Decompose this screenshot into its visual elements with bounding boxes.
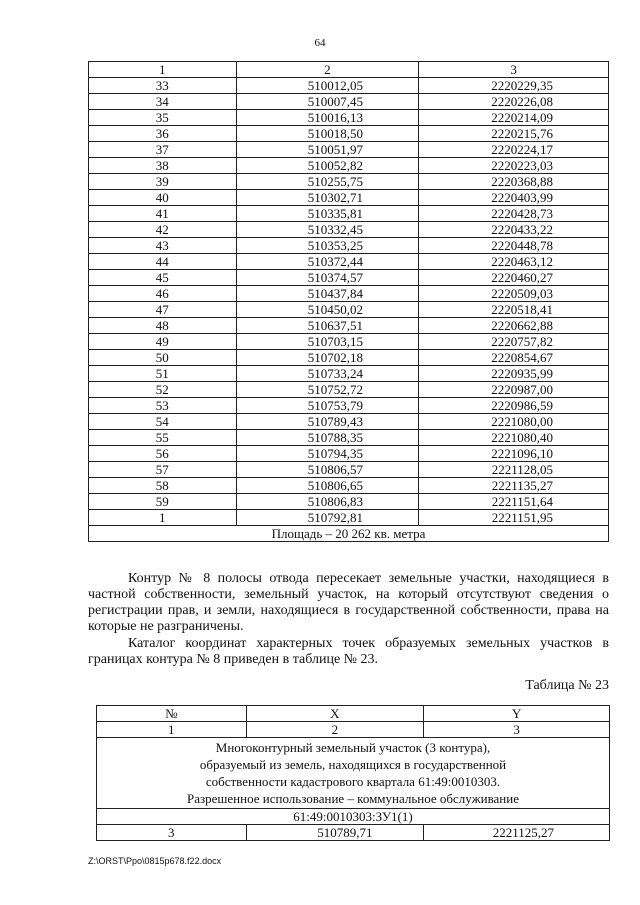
x-coordinate: 510018,50 xyxy=(236,126,419,142)
table-row xyxy=(89,222,609,238)
point-number: 42 xyxy=(89,222,237,238)
x-coordinate: 510702,18 xyxy=(236,350,419,366)
y-coordinate: 2220987,00 xyxy=(419,382,609,398)
area-row xyxy=(89,526,609,542)
point-number: 56 xyxy=(89,446,237,462)
y-coordinate: 2221125,27 xyxy=(424,825,610,841)
point-number: 59 xyxy=(89,494,237,510)
y-coordinate: 2220986,59 xyxy=(419,398,609,414)
table-header-row xyxy=(97,706,610,722)
y-coordinate: 2221096,10 xyxy=(419,446,609,462)
point-number: 1 xyxy=(89,510,237,526)
y-coordinate: 2220935,99 xyxy=(419,366,609,382)
header-cell: 1 xyxy=(89,62,237,78)
y-coordinate: 2221080,40 xyxy=(419,430,609,446)
area-total: Площадь – 20 262 кв. метра xyxy=(89,526,609,542)
point-number: 37 xyxy=(89,142,237,158)
paragraph-text: Каталог координат характерных точек образуемых земельных участков в границах контура № 8 приведен в таблице № 23. xyxy=(88,636,609,667)
table-header-row xyxy=(89,62,609,78)
table-row xyxy=(89,142,609,158)
y-coordinate: 2220223,03 xyxy=(419,158,609,174)
x-coordinate: 510302,71 xyxy=(236,190,419,206)
x-coordinate: 510788,35 xyxy=(236,430,419,446)
table-row xyxy=(89,254,609,270)
point-number: 50 xyxy=(89,350,237,366)
x-coordinate: 510794,35 xyxy=(236,446,419,462)
x-coordinate: 510007,45 xyxy=(236,94,419,110)
table-row xyxy=(89,510,609,526)
column-number: 3 xyxy=(424,722,610,738)
table-row xyxy=(89,174,609,190)
table-row xyxy=(89,286,609,302)
point-number: 3 xyxy=(97,825,247,841)
table-row xyxy=(97,825,610,841)
y-coordinate: 2221080,00 xyxy=(419,414,609,430)
y-coordinate: 2220433,22 xyxy=(419,222,609,238)
point-number: 44 xyxy=(89,254,237,270)
point-number: 54 xyxy=(89,414,237,430)
y-coordinate: 2220757,82 xyxy=(419,334,609,350)
x-coordinate: 510733,24 xyxy=(236,366,419,382)
x-coordinate: 510255,75 xyxy=(236,174,419,190)
point-number: 33 xyxy=(89,78,237,94)
y-coordinate: 2220428,73 xyxy=(419,206,609,222)
column-number-row xyxy=(97,722,610,738)
point-number: 46 xyxy=(89,286,237,302)
y-coordinate: 2220403,99 xyxy=(419,190,609,206)
x-coordinate: 510752,72 xyxy=(236,382,419,398)
table-row xyxy=(89,446,609,462)
table-row xyxy=(89,462,609,478)
point-number: 52 xyxy=(89,382,237,398)
y-coordinate: 2220460,27 xyxy=(419,270,609,286)
x-coordinate: 510374,57 xyxy=(236,270,419,286)
y-coordinate: 2220368,88 xyxy=(419,174,609,190)
x-coordinate: 510450,02 xyxy=(236,302,419,318)
y-coordinate: 2220518,41 xyxy=(419,302,609,318)
table-row xyxy=(89,190,609,206)
x-coordinate: 510792,81 xyxy=(236,510,419,526)
header-cell: Y xyxy=(424,706,610,722)
table-row xyxy=(89,382,609,398)
description-line: Многоконтурный земельный участок (3 контура), xyxy=(215,740,491,755)
header-cell: 3 xyxy=(419,62,609,78)
x-coordinate: 510012,05 xyxy=(236,78,419,94)
table-row xyxy=(89,478,609,494)
paragraph-catalog xyxy=(88,636,609,668)
table-row xyxy=(89,270,609,286)
table-row xyxy=(89,414,609,430)
point-number: 40 xyxy=(89,190,237,206)
point-number: 35 xyxy=(89,110,237,126)
column-number: 1 xyxy=(97,722,247,738)
plot-id-row xyxy=(97,809,610,825)
point-number: 57 xyxy=(89,462,237,478)
description-line: образуемый из земель, находящихся в государственной xyxy=(199,757,507,772)
page-number: 64 xyxy=(314,37,326,49)
table-row xyxy=(89,110,609,126)
x-coordinate: 510806,83 xyxy=(236,494,419,510)
point-number: 49 xyxy=(89,334,237,350)
x-coordinate: 510332,45 xyxy=(236,222,419,238)
table-row xyxy=(89,350,609,366)
table-row xyxy=(89,494,609,510)
table-row xyxy=(89,126,609,142)
y-coordinate: 2220215,76 xyxy=(419,126,609,142)
table-row xyxy=(89,334,609,350)
x-coordinate: 510016,13 xyxy=(236,110,419,126)
x-coordinate: 510806,57 xyxy=(236,462,419,478)
point-number: 39 xyxy=(89,174,237,190)
y-coordinate: 2220448,78 xyxy=(419,238,609,254)
x-coordinate: 510353,25 xyxy=(236,238,419,254)
y-coordinate: 2220229,35 xyxy=(419,78,609,94)
x-coordinate: 510437,84 xyxy=(236,286,419,302)
y-coordinate: 2221151,95 xyxy=(419,510,609,526)
table-row xyxy=(89,318,609,334)
description-line: собственности кадастрового квартала 61:49:0010303. xyxy=(205,774,501,789)
point-number: 45 xyxy=(89,270,237,286)
point-number: 38 xyxy=(89,158,237,174)
y-coordinate: 2220224,17 xyxy=(419,142,609,158)
table-row xyxy=(89,398,609,414)
y-coordinate: 2220226,08 xyxy=(419,94,609,110)
table-row xyxy=(89,302,609,318)
table-row xyxy=(89,94,609,110)
coordinates-table xyxy=(88,61,609,542)
table-row xyxy=(89,238,609,254)
plot-description xyxy=(97,738,610,809)
header-cell: 2 xyxy=(236,62,419,78)
point-number: 51 xyxy=(89,366,237,382)
x-coordinate: 510806,65 xyxy=(236,478,419,494)
point-number: 58 xyxy=(89,478,237,494)
y-coordinate: 2221135,27 xyxy=(419,478,609,494)
x-coordinate: 510372,44 xyxy=(236,254,419,270)
file-path-footer: Z:\ORST\Ppo\0815p678.f22.docx xyxy=(88,856,222,866)
x-coordinate: 510052,82 xyxy=(236,158,419,174)
header-cell: X xyxy=(246,706,424,722)
y-coordinate: 2220509,03 xyxy=(419,286,609,302)
table-row xyxy=(89,158,609,174)
point-number: 47 xyxy=(89,302,237,318)
table-row xyxy=(89,366,609,382)
y-coordinate: 2220662,88 xyxy=(419,318,609,334)
point-number: 53 xyxy=(89,398,237,414)
table-row xyxy=(89,430,609,446)
point-number: 36 xyxy=(89,126,237,142)
column-number: 2 xyxy=(246,722,424,738)
description-line: Разрешенное использование – коммунальное обслуживание xyxy=(186,791,519,806)
description-row xyxy=(97,738,610,809)
y-coordinate: 2220463,12 xyxy=(419,254,609,270)
x-coordinate: 510335,81 xyxy=(236,206,419,222)
table-row xyxy=(89,206,609,222)
x-coordinate: 510637,51 xyxy=(236,318,419,334)
point-number: 43 xyxy=(89,238,237,254)
point-number: 41 xyxy=(89,206,237,222)
x-coordinate: 510789,71 xyxy=(246,825,424,841)
x-coordinate: 510753,79 xyxy=(236,398,419,414)
point-number: 34 xyxy=(89,94,237,110)
paragraph-text: Контур № 8 полосы отвода пересекает земельные участки, находящиеся в частной собственности, земельный участок, на который отсутствуют сведения о регистрации прав, и земли, находящиеся в государственной собственности, права на которые не разграничены. xyxy=(88,571,609,634)
x-coordinate: 510051,97 xyxy=(236,142,419,158)
header-cell: № xyxy=(97,706,247,722)
x-coordinate: 510789,43 xyxy=(236,414,419,430)
paragraph-contour-8 xyxy=(88,571,609,635)
point-number: 48 xyxy=(89,318,237,334)
y-coordinate: 2221151,64 xyxy=(419,494,609,510)
table-23 xyxy=(96,705,610,841)
y-coordinate: 2221128,05 xyxy=(419,462,609,478)
table-row xyxy=(89,78,609,94)
plot-id: 61:49:0010303:ЗУ1(1) xyxy=(97,809,610,825)
x-coordinate: 510703,15 xyxy=(236,334,419,350)
point-number: 55 xyxy=(89,430,237,446)
y-coordinate: 2220854,67 xyxy=(419,350,609,366)
y-coordinate: 2220214,09 xyxy=(419,110,609,126)
table-caption: Таблица № 23 xyxy=(525,678,609,693)
